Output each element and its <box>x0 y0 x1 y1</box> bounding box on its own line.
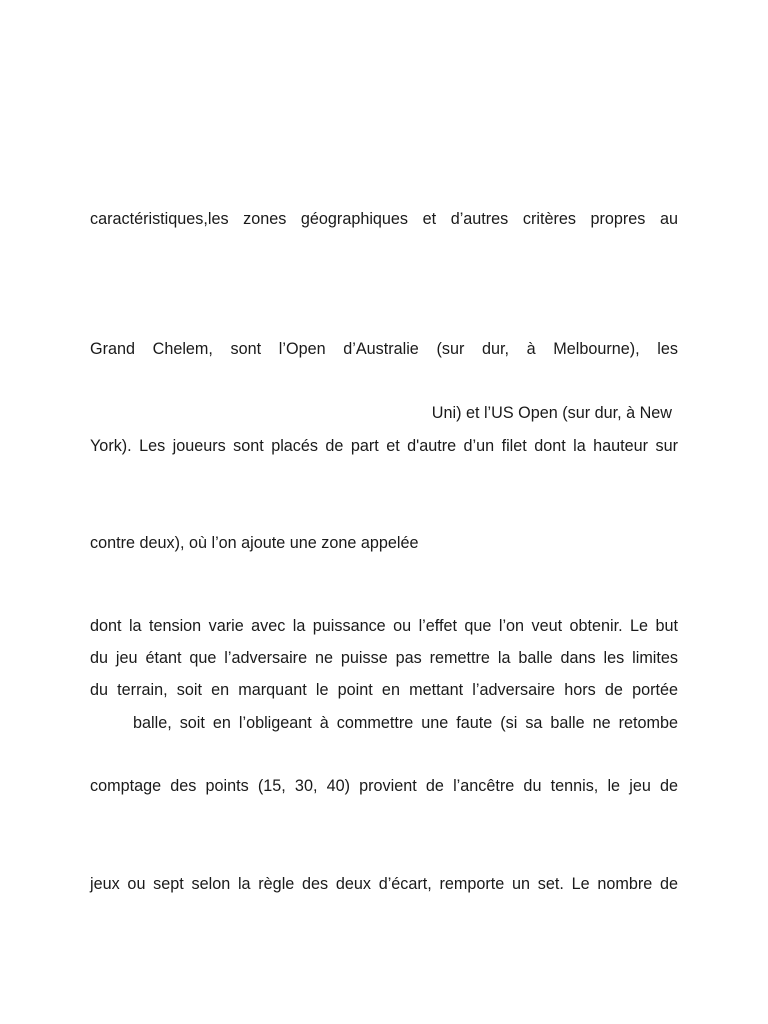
text-line: du terrain, soit en marquant le point en mettant l’adversaire hors de portée <box>90 681 678 699</box>
text-line: Grand Chelem, sont l’Open d’Australie (sur dur, à Melbourne), les <box>90 340 678 358</box>
text-line: Uni) et l’US Open (sur dur, à New <box>431 404 672 422</box>
text-line: balle, soit en l’obligeant à commettre une faute (si sa balle ne retombe <box>133 714 678 732</box>
text-line: caractéristiques,les zones géographiques et d’autres critères propres au <box>90 210 678 228</box>
text-line: du jeu étant que l’adversaire ne puisse pas remettre la balle dans les limites <box>90 649 678 667</box>
text-line: comptage des points (15, 30, 40) provient de l’ancêtre du tennis, le jeu de <box>90 777 678 795</box>
text-line: contre deux), où l’on ajoute une zone appelée <box>90 534 419 552</box>
text-line: York). Les joueurs sont placés de part et d'autre d’un filet dont la hauteur sur <box>90 437 678 455</box>
text-line: dont la tension varie avec la puissance ou l’effet que l’on veut obtenir. Le but <box>90 617 678 635</box>
text-line: jeux ou sept selon la règle des deux d’écart, remporte un set. Le nombre de <box>90 875 678 893</box>
